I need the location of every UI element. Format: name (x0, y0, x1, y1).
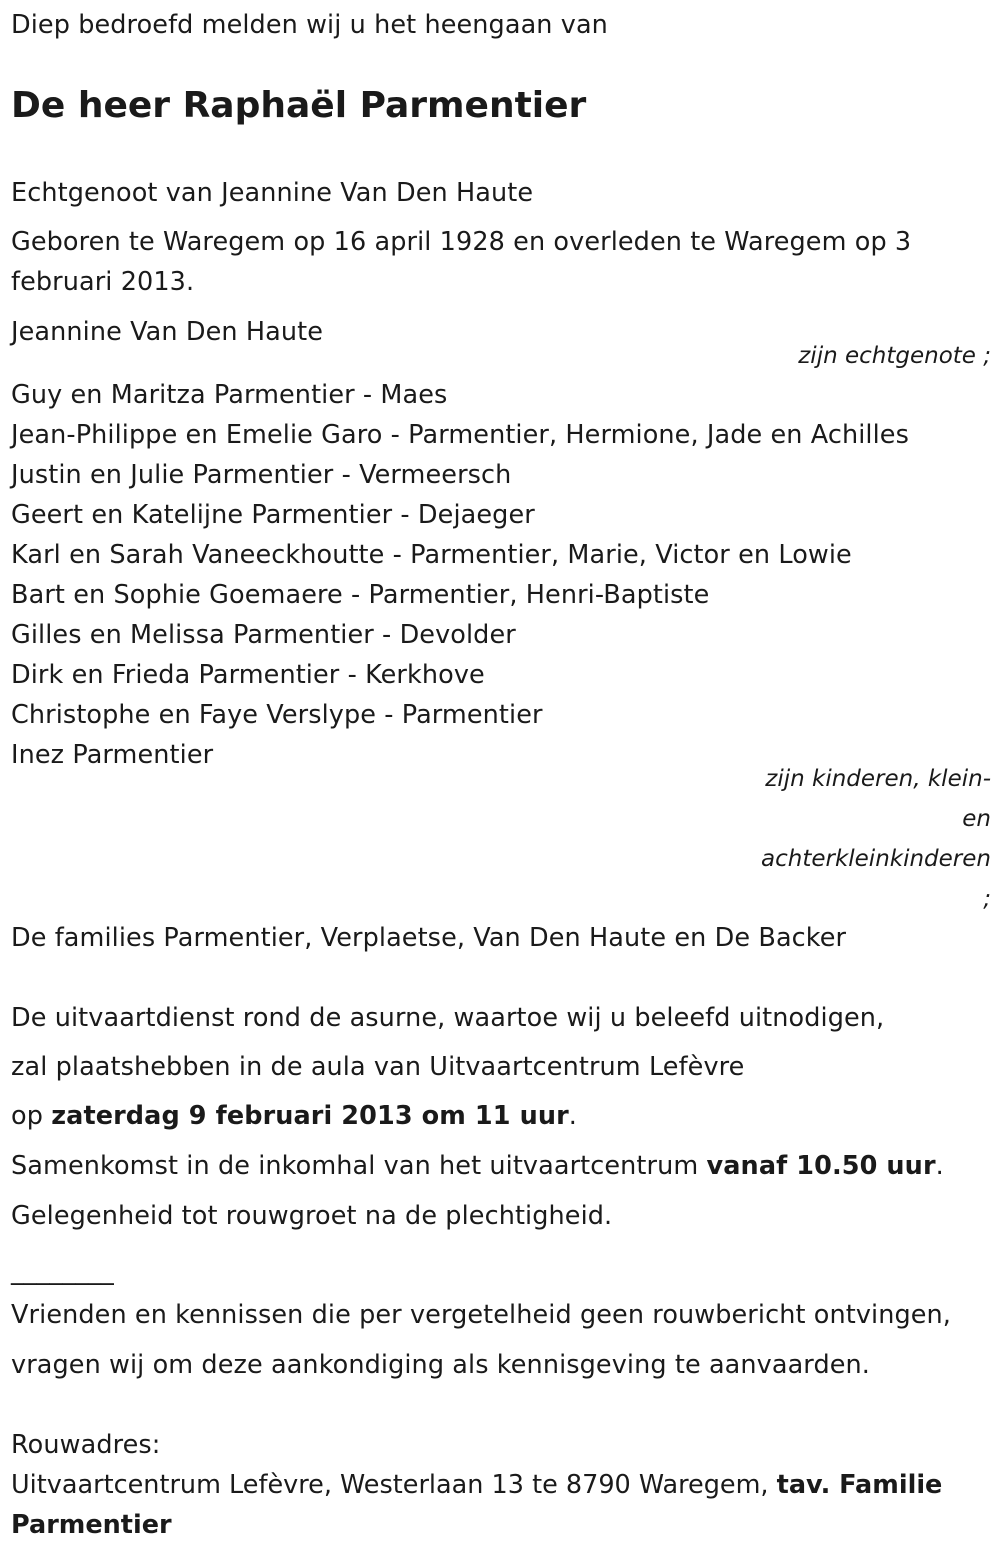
address-value: Uitvaartcentrum Lefèvre, Westerlaan 13 te 8790 Waregem, (11, 1470, 777, 1500)
ceremony-line-1: De uitvaartdienst rond de asurne, waartoe wij u beleefd uitnodigen, (11, 1003, 885, 1033)
ceremony-line-2: zal plaatshebben in de aula van Uitvaartcentrum Lefèvre (11, 1052, 745, 1082)
gathering-prefix: Samenkomst in de inkomhal van het uitvaartcentrum (11, 1151, 707, 1181)
children-role-line: en (962, 806, 991, 832)
list-item: Guy en Maritza Parmentier - Maes (11, 380, 448, 410)
separator: ________ (11, 1256, 114, 1286)
friends-line-1: Vrienden en kennissen die per vergetelheid geen rouwbericht ontvingen, (11, 1300, 952, 1330)
children-role-line: achterkleinkinderen (761, 846, 991, 872)
list-item: Dirk en Frieda Parmentier - Kerkhove (11, 660, 485, 690)
children-role-line: zijn kinderen, klein- (765, 766, 991, 792)
birth-death-line-1: Geboren te Waregem op 16 april 1928 en overleden te Waregem op 3 (11, 227, 912, 257)
address-text (11, 1465, 986, 1545)
list-item: Jean-Philippe en Emelie Garo - Parmentier, Hermione, Jade en Achilles (11, 420, 909, 450)
list-item: Gilles en Melissa Parmentier - Devolder (11, 620, 516, 650)
gathering-time: vanaf 10.50 uur (706, 1151, 936, 1181)
families-line: De families Parmentier, Verplaetse, Van Den Haute en De Backer (11, 923, 847, 953)
list-item: Geert en Katelijne Parmentier - Dejaeger (11, 500, 535, 530)
gathering-line (11, 1150, 944, 1182)
ceremony-date-suffix: . (568, 1101, 577, 1131)
intro-text: Diep bedroefd melden wij u het heengaan van (11, 10, 608, 40)
list-item: Karl en Sarah Vaneeckhoutte - Parmentier, Marie, Victor en Lowie (11, 540, 852, 570)
address-attention: tav. Familie Parmentier (11, 1470, 943, 1540)
gathering-suffix: . (935, 1151, 944, 1181)
list-item: Justin en Julie Parmentier - Vermeersch (11, 460, 512, 490)
spouse-name: Jeannine Van Den Haute (11, 317, 323, 347)
deceased-name: De heer Raphaël Parmentier (11, 85, 587, 126)
ceremony-date: zaterdag 9 februari 2013 om 11 uur (51, 1101, 569, 1131)
birth-death-line-2: februari 2013. (11, 267, 195, 297)
address-label: Rouwadres: (11, 1430, 161, 1460)
list-item: Christophe en Faye Verslype - Parmentier (11, 700, 543, 730)
ceremony-date-prefix: op (11, 1101, 52, 1131)
friends-line-2: vragen wij om deze aankondiging als kennisgeving te aanvaarden. (11, 1350, 870, 1380)
condolence-line: Gelegenheid tot rouwgroet na de plechtigheid. (11, 1201, 613, 1231)
ceremony-date-line (11, 1100, 577, 1132)
children-role-line: ; (983, 886, 991, 912)
spouse-line: Echtgenoot van Jeannine Van Den Haute (11, 178, 534, 208)
spouse-role: zijn echtgenote ; (798, 343, 991, 369)
list-item: Bart en Sophie Goemaere - Parmentier, Henri-Baptiste (11, 580, 710, 610)
obituary-page (11, 0, 991, 1556)
list-item: Inez Parmentier (11, 740, 214, 770)
